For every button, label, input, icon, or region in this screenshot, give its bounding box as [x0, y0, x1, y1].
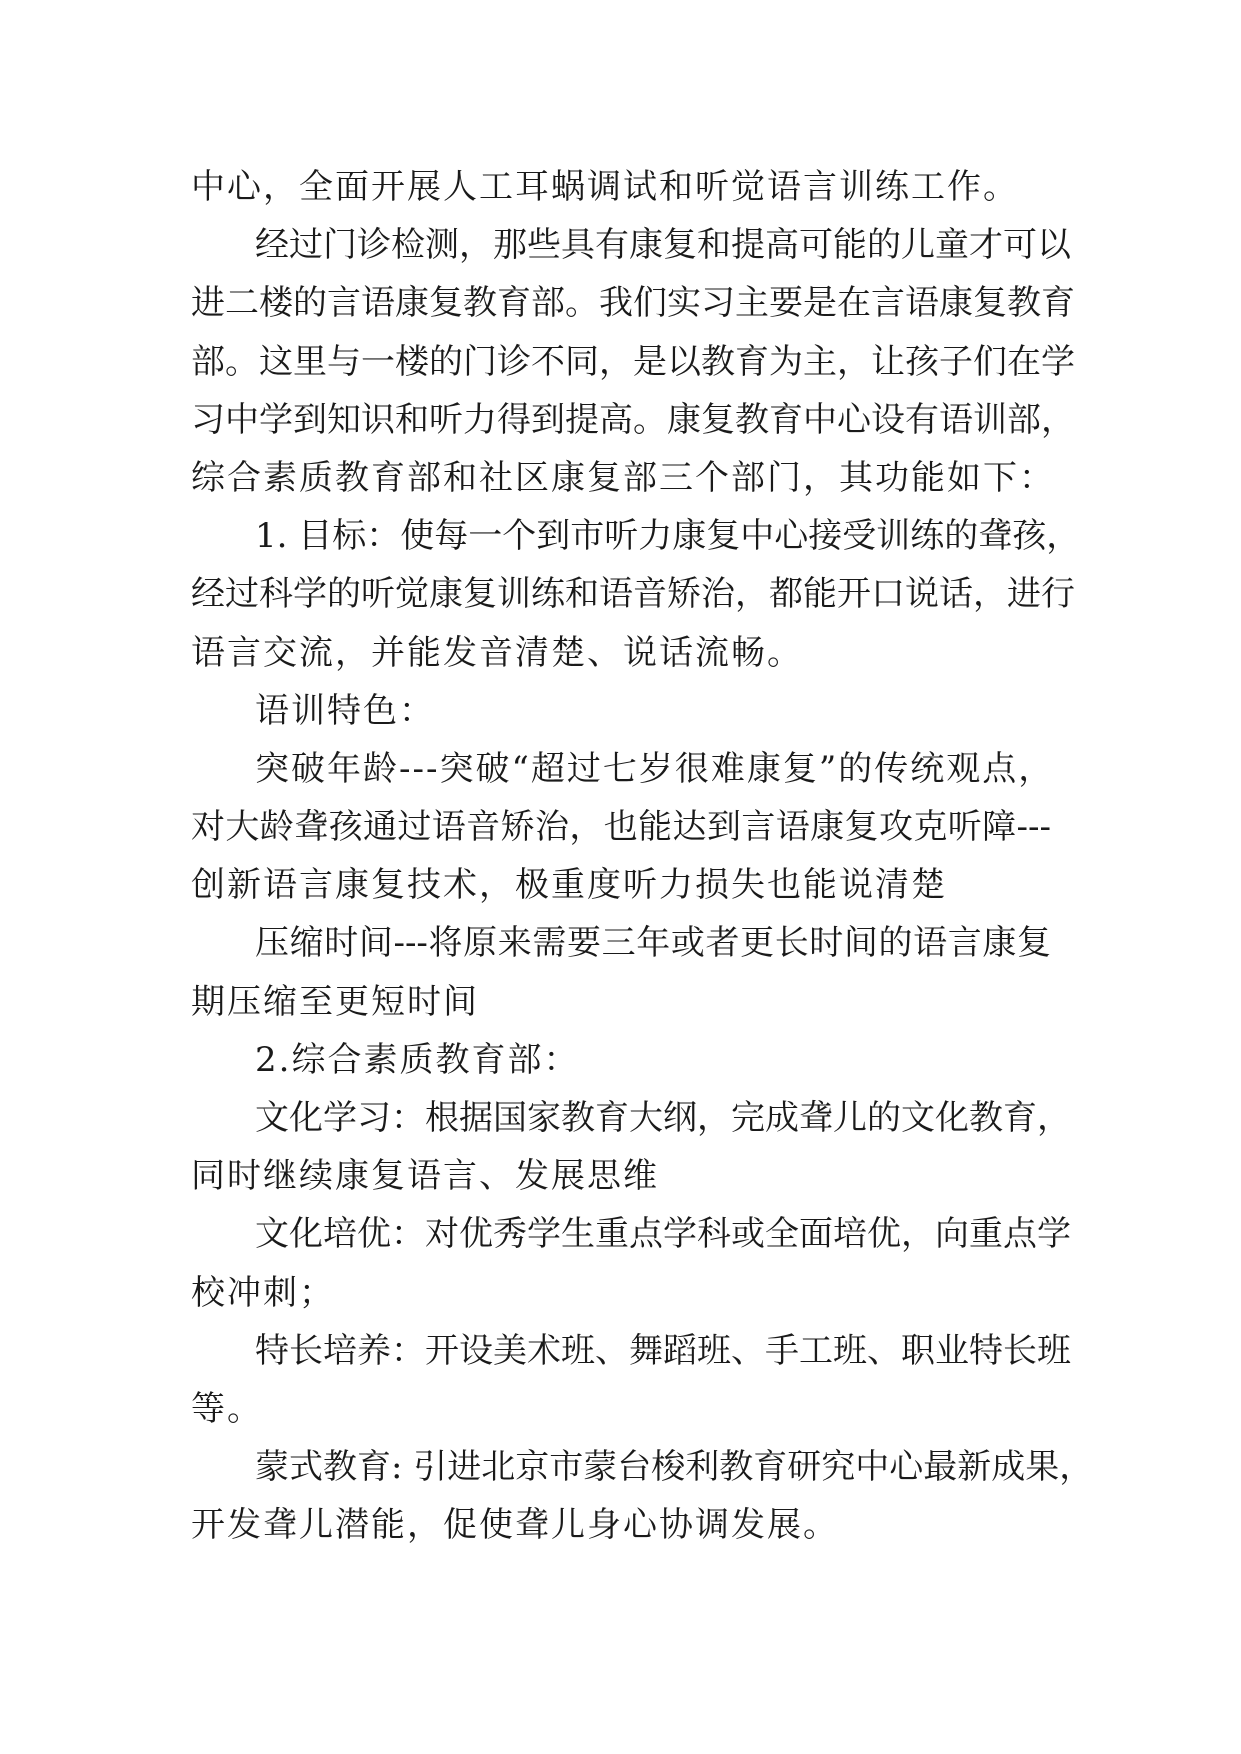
text-line: 经过门诊检测，那些具有康复和提高可能的儿童才可以: [255, 225, 1071, 266]
text-line: 文化培优：对优秀学生重点学科或全面培优，向重点学: [255, 1214, 1071, 1255]
text-line: 等。: [191, 1388, 263, 1429]
text-line: 语训特色：: [255, 690, 435, 731]
text-line: 同时继续康复语言、发展思维: [191, 1156, 659, 1197]
text-line: 特长培养：开设美术班、舞蹈班、手工班、职业特长班: [255, 1330, 1071, 1371]
text-line: 开发聋儿潜能，促使聋儿身心协调发展。: [191, 1505, 839, 1546]
text-line: 经过科学的听觉康复训练和语音矫治，都能开口说话，进行: [191, 574, 1075, 615]
document-body: [191, 158, 1094, 1555]
text-line: 习中学到知识和听力得到提高。康复教育中心设有语训部，: [191, 399, 1075, 440]
text-line: 综合素质教育部和社区康复部三个部门，其功能如下：: [191, 457, 1055, 498]
text-line: 突破年龄---突破“超过七岁很难康复”的传统观点，: [255, 748, 1055, 789]
text-line: 压缩时间---将原来需要三年或者更长时间的语言康复: [255, 923, 1051, 964]
text-line: 1. 目标：使每一个到市听力康复中心接受训练的聋孩，: [255, 516, 1081, 557]
text-line: 蒙式教育: 引进北京市蒙台梭利教育研究中心最新成果，: [255, 1447, 1094, 1488]
text-line: 语言交流，并能发音清楚、说话流畅。: [191, 632, 803, 673]
text-line: 中心，全面开展人工耳蜗调试和听觉语言训练工作。: [191, 167, 1019, 207]
text-line: 创新语言康复技术，极重度听力损失也能说清楚: [191, 865, 947, 906]
text-line: 文化学习：根据国家教育大纲，完成聋儿的文化教育，: [255, 1098, 1071, 1138]
text-line: 对大龄聋孩通过语音矫治，也能达到言语康复攻克听障---: [191, 807, 1051, 848]
text-line: 期压缩至更短时间: [191, 981, 479, 1022]
text-line: 校冲刺；: [191, 1272, 335, 1313]
text-line: 部。这里与一楼的门诊不同，是以教育为主，让孩子们在学: [191, 341, 1075, 382]
text-line: 进二楼的言语康复教育部。我们实习主要是在言语康复教育: [191, 283, 1075, 324]
text-line: 2.综合素质教育部：: [255, 1039, 580, 1080]
